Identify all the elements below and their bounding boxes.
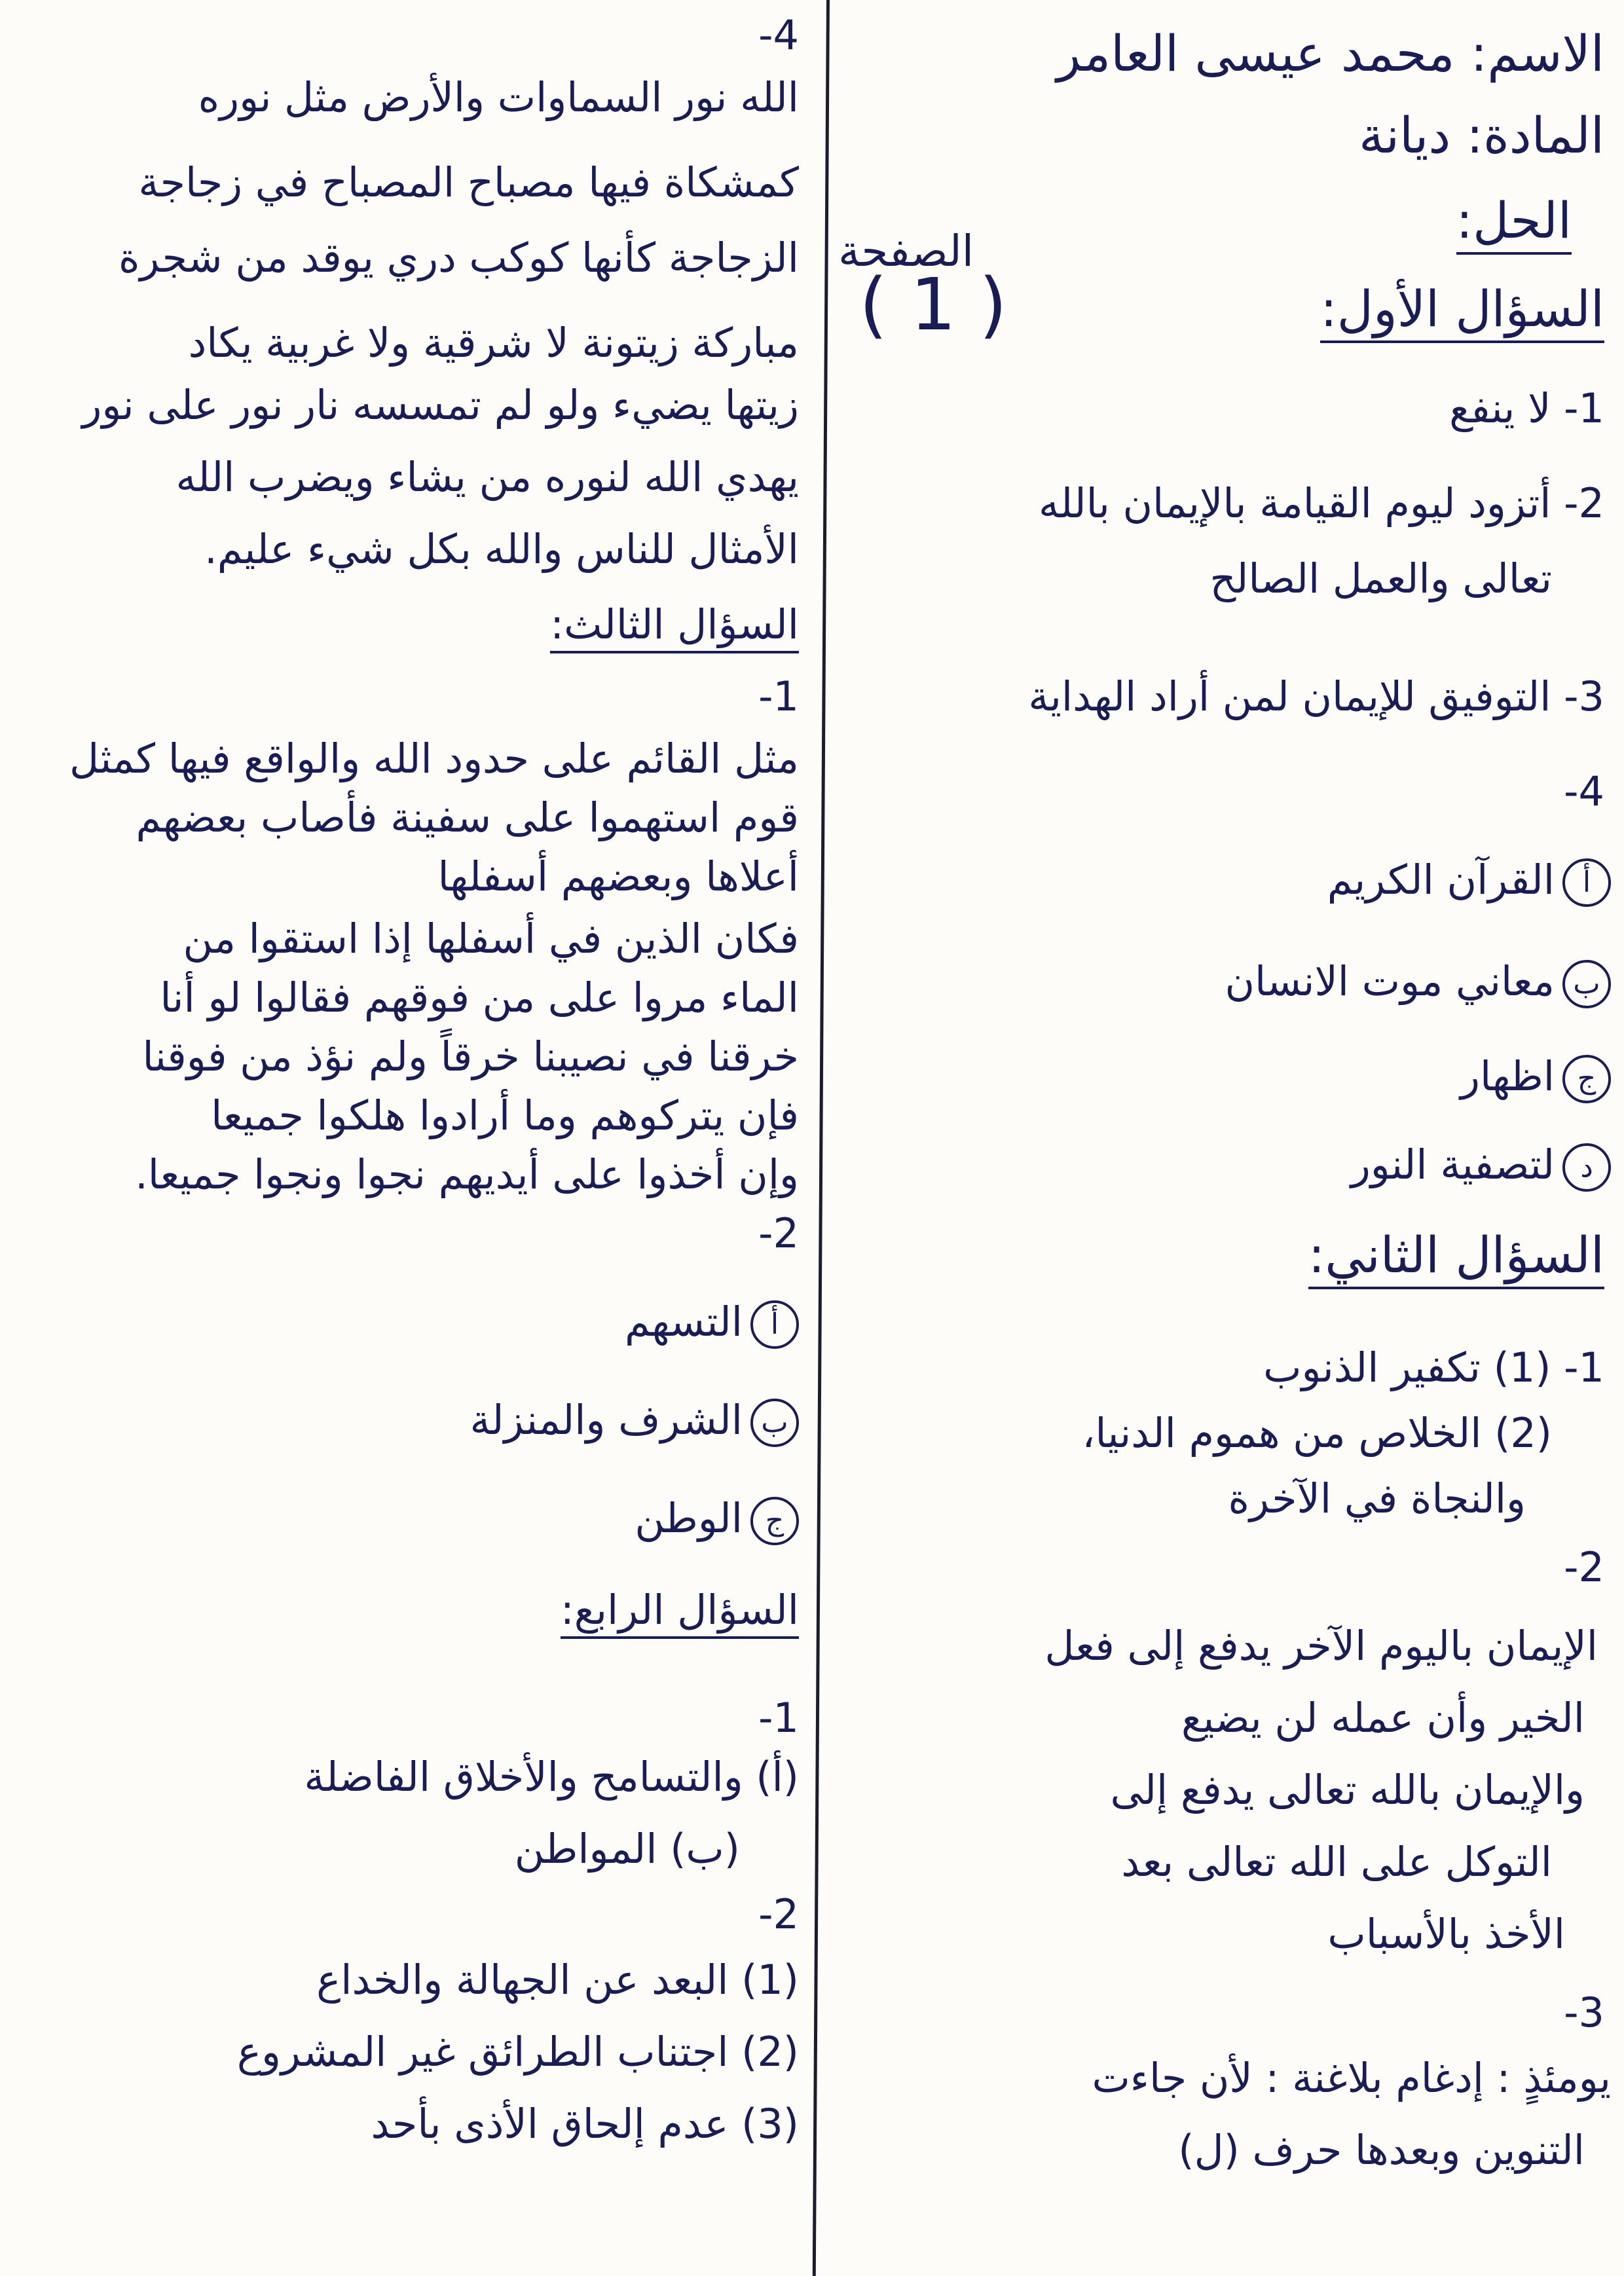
option-text: معاني موت الانسان [1225, 957, 1555, 1005]
verse-line-4: مباركة زيتونة لا شرقية ولا غربية يكاد [188, 319, 799, 367]
q3-option-b [470, 1398, 799, 1447]
column-divider [813, 0, 830, 2276]
option-marker: ب [1562, 960, 1611, 1008]
q4-line-1: 1- [758, 1694, 799, 1742]
page-number: ( 1 ) [859, 263, 1007, 346]
option-marker: د [1562, 1143, 1611, 1192]
option-text: القرآن الكريم [1327, 856, 1555, 904]
q1-item4-label: 4- [758, 11, 799, 59]
q1-line-4: 3- التوفيق للإيمان لمن أراد الهداية [1028, 672, 1604, 720]
page-label: الصفحة [838, 226, 974, 276]
q4-line-6: (2) اجتناب الطرائق غير المشروع [236, 2028, 799, 2076]
q1-line-5: 4- [1564, 767, 1604, 815]
q2-line-8: التوكل على الله تعالى بعد [1121, 1838, 1552, 1886]
option-text: لتصفية النور [1350, 1141, 1555, 1188]
q3-line-4: أعلاها وبعضهم أسفلها [437, 853, 799, 900]
q2-line-4: 2- [1564, 1543, 1604, 1591]
q1-heading: السؤال الأول: [1320, 282, 1604, 343]
option-text: التسهم [625, 1298, 743, 1346]
option-marker: أ [1562, 858, 1611, 907]
q3-line-2: مثل القائم على حدود الله والواقع فيها كمثل [69, 735, 799, 782]
subject-line: المادة: ديانة [1359, 106, 1604, 164]
q2-line-9: الأخذ بالأسباب [1327, 1910, 1565, 1958]
q3-line-1: 1- [758, 672, 799, 720]
option-text: الوطن [635, 1494, 743, 1542]
solution-label: الحل: [1456, 193, 1572, 255]
q3-line-3: قوم استهموا على سفينة فأصاب بعضهم [136, 794, 799, 841]
option-marker: أ [750, 1300, 799, 1349]
q2-line-3: والنجاة في الآخرة [1228, 1475, 1526, 1522]
q3-line-5: فكان الذين في أسفلها إذا استقوا من [183, 915, 799, 963]
q4-line-2: (أ) والتسامح والأخلاق الفاضلة [304, 1753, 799, 1801]
option-marker: ب [750, 1399, 799, 1447]
verse-line-7: الأمثال للناس والله بكل شيء عليم. [204, 525, 799, 573]
option-text: اظهار [1460, 1052, 1555, 1100]
option-text: الشرف والمنزلة [470, 1396, 743, 1444]
verse-line-2: كمشكاة فيها مصباح المصباح في زجاجة [138, 158, 799, 206]
q1-option-b [1225, 959, 1611, 1008]
q4-line-4: 2- [758, 1890, 799, 1938]
q2-line-5: الإيمان باليوم الآخر يدفع إلى فعل [1044, 1622, 1598, 1670]
q3-option-a [625, 1300, 799, 1349]
q2-line-7: والإيمان بالله تعالى يدفع إلى [1110, 1766, 1585, 1814]
verse-line-3: الزجاجة كأنها كوكب دري يوقد من شجرة [118, 234, 799, 282]
q2-line-1: 1- (1) تكفير الذنوب [1263, 1344, 1604, 1391]
q4-line-3: (ب) المواطن [514, 1825, 740, 1873]
student-name: الاسم: محمد عيسى العامر [1056, 24, 1604, 83]
option-marker: ج [750, 1497, 799, 1545]
q2-line-2: (2) الخلاص من هموم الدنيا، [1082, 1409, 1552, 1457]
q3-option-c [635, 1496, 799, 1545]
q3-heading: السؤال الثالث: [550, 602, 799, 653]
q1-option-d [1351, 1143, 1611, 1192]
q2-heading: السؤال الثاني: [1308, 1228, 1604, 1289]
q4-line-7: (3) عدم إلحاق الأذى بأحد [371, 2100, 799, 2148]
verse-line-1: الله نور السماوات والأرض مثل نوره [198, 73, 799, 121]
q3-line-7: خرقنا في نصيبنا خرقاً ولم نؤذ من فوقنا [142, 1033, 799, 1080]
q4-line-5: (1) البعد عن الجهالة والخداع [316, 1956, 799, 2004]
q3-line-8: فإن يتركوهم وما أرادوا هلكوا جميعا [211, 1092, 799, 1139]
verse-line-6: يهدي الله لنوره من يشاء ويضرب الله [175, 453, 799, 501]
q4-heading: السؤال الرابع: [561, 1588, 799, 1639]
option-marker: ج [1562, 1055, 1611, 1103]
verse-line-5: زيتها يضيء ولو لم تمسسه نار نور على نور [82, 381, 799, 429]
q2-line-6: الخير وأن عمله لن يضيع [1181, 1694, 1585, 1742]
q1-option-c [1460, 1054, 1611, 1103]
q1-line-1: 1- لا ينفع [1449, 384, 1604, 432]
q1-option-a [1327, 858, 1611, 907]
q1-line-2: 2- أتزود ليوم القيامة بالإيمان بالله [1039, 479, 1604, 527]
q2-line-10: 3- [1564, 1989, 1604, 2036]
q3-line-10: 2- [758, 1209, 799, 1257]
q1-line-3: تعالى والعمل الصالح [1209, 555, 1552, 602]
q2-line-12: التنوين وبعدها حرف (ل) [1178, 2126, 1585, 2174]
q3-line-6: الماء مروا على من فوقهم فقالوا لو أنا [160, 974, 799, 1021]
q3-line-9: وإن أخذوا على أيديهم نجوا ونجوا جميعا. [135, 1150, 799, 1198]
q2-line-11: يومئذٍ : إدغام بلاغنة : لأن جاءت [1092, 2054, 1611, 2102]
